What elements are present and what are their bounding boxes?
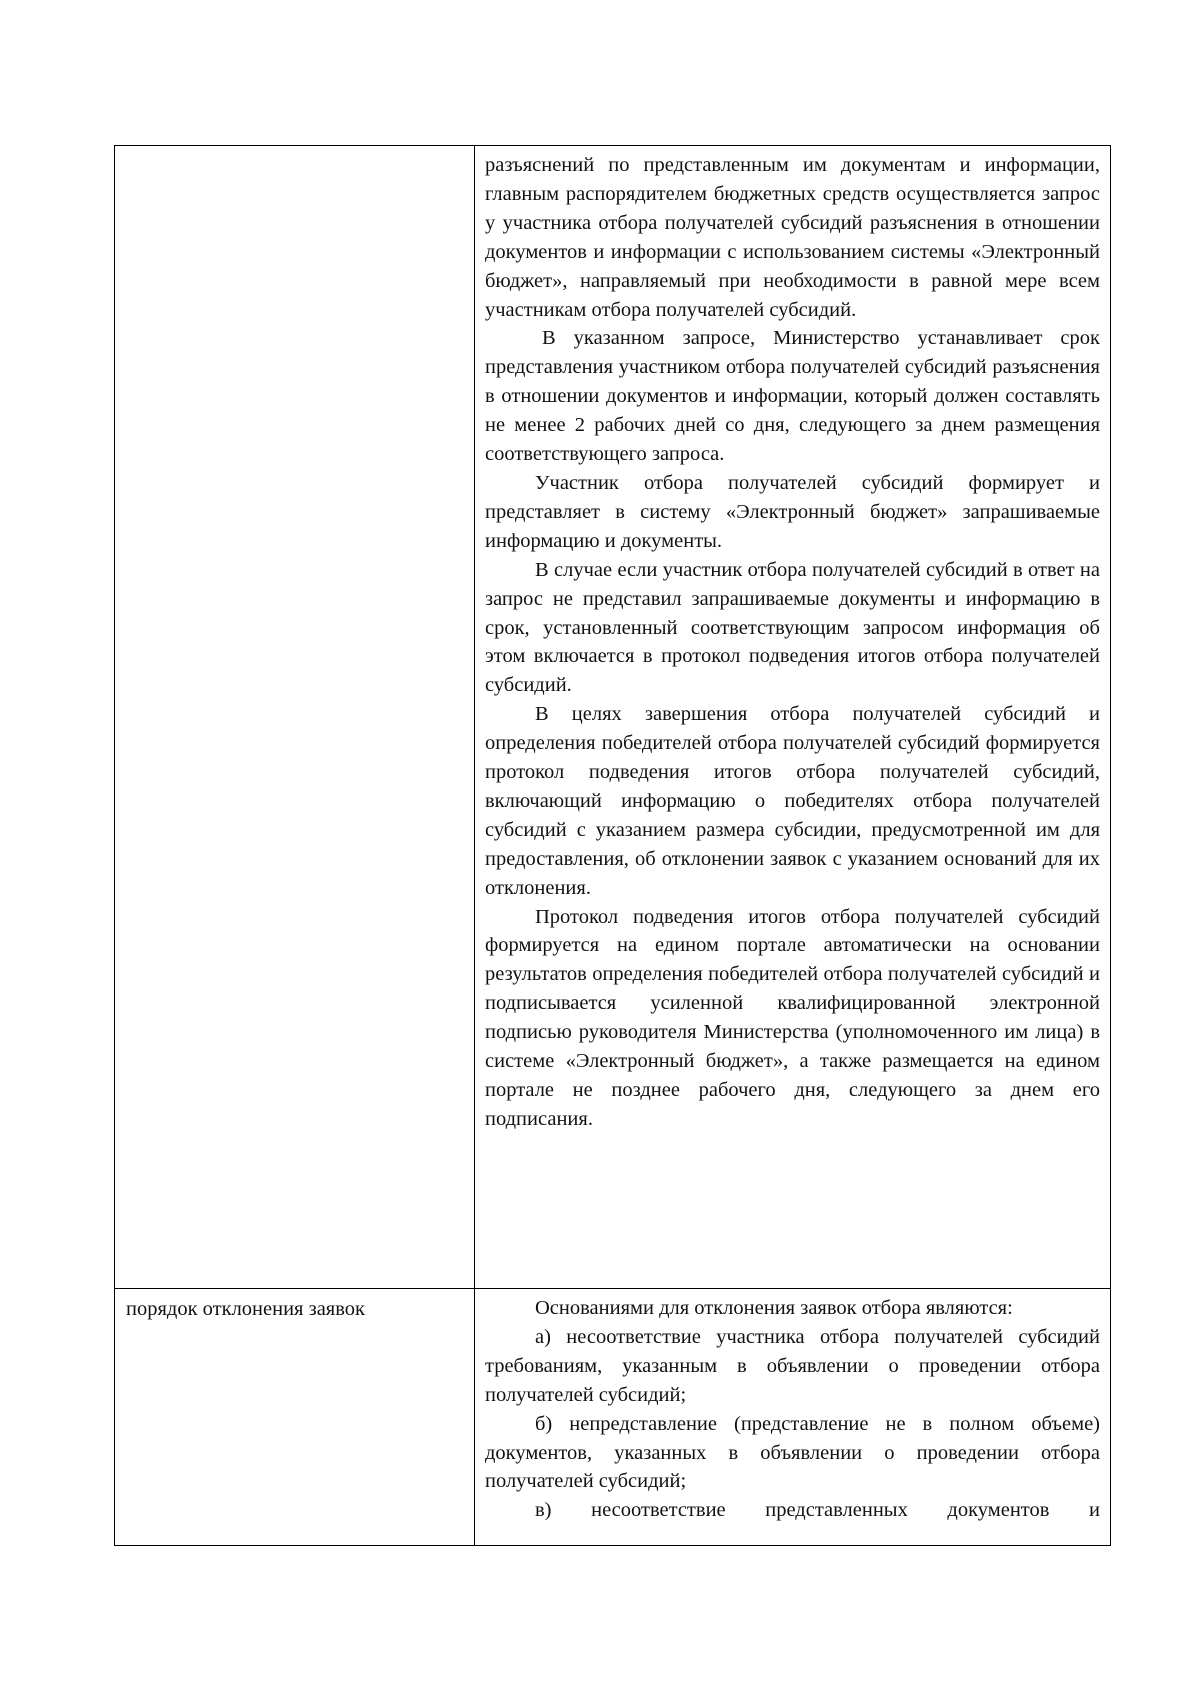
table-cell-right bbox=[475, 146, 1111, 1289]
paragraph: Протокол подведения итогов отбора получателей субсидий формируется на едином портале автоматически на основании результатов определения победителей отбора получателей субсидий и подписывается усиленной квалифицированной электронной подписью руководителя Министерства (уполномоченного им лица) в системе «Электронный бюджет», а также размещается на едином портале не позднее рабочего дня, следующего за днем его подписания. bbox=[485, 905, 1100, 1130]
paragraph: В случае если участник отбора получателей субсидий в ответ на запрос не представил запрашиваемые документы и информацию в срок, установленный соответствующим запросом информация об этом включается в протокол подведения итогов отбора получателей субсидий. bbox=[485, 558, 1100, 697]
row-label: порядок отклонения заявок bbox=[126, 1298, 365, 1320]
paragraph: в) несоответствие представленных документов и bbox=[535, 1499, 1100, 1522]
paragraph: В указанном запросе, Министерство устанавливает срок представления участником отбора получателей субсидий разъяснения в отношении документов и информации, который должен составлять не менее 2 рабочих дней со дня, следующего за днем размещения соответствующего запроса. bbox=[485, 327, 1100, 466]
row-content bbox=[485, 146, 1100, 1134]
paragraph: а) несоответствие участника отбора получателей субсидий требованиям, указанным в объявлении о проведении отбора получателей субсидий; bbox=[485, 1325, 1100, 1406]
table-cell-left bbox=[115, 146, 475, 1289]
table-row bbox=[115, 1289, 1111, 1546]
table-cell-right bbox=[475, 1289, 1111, 1546]
paragraph: Участник отбора получателей субсидий формирует и представляет в систему «Электронный бюджет» запрашиваемые информацию и документы. bbox=[485, 471, 1100, 552]
paragraph: б) непредставление (представление не в полном объеме) документов, указанных в объявлении о проведении отбора получателей субсидий; bbox=[485, 1412, 1100, 1493]
document-table bbox=[114, 145, 1111, 1546]
paragraph: Основаниями для отклонения заявок отбора являются: bbox=[535, 1297, 1013, 1319]
row-content bbox=[485, 1289, 1100, 1525]
paragraph: разъяснений по представленным им документам и информации, главным распорядителем бюджетных средств осуществляется запрос у участника отбора получателей субсидий разъяснения в отношении документов и информации с использованием системы «Электронный бюджет», направляемый при необходимости в равной мере всем участникам отбора получателей субсидий. bbox=[485, 154, 1100, 321]
table-row bbox=[115, 146, 1111, 1289]
paragraph: В целях завершения отбора получателей субсидий и определения победителей отбора получателей субсидий формируется протокол подведения итогов отбора получателей субсидий, включающий информацию о победителях отбора получателей субсидий с указанием размера субсидии, предусмотренной им для предоставления, об отклонении заявок с указанием оснований для их отклонения. bbox=[485, 703, 1100, 899]
table-cell-left bbox=[115, 1289, 475, 1546]
row-label bbox=[126, 146, 464, 152]
